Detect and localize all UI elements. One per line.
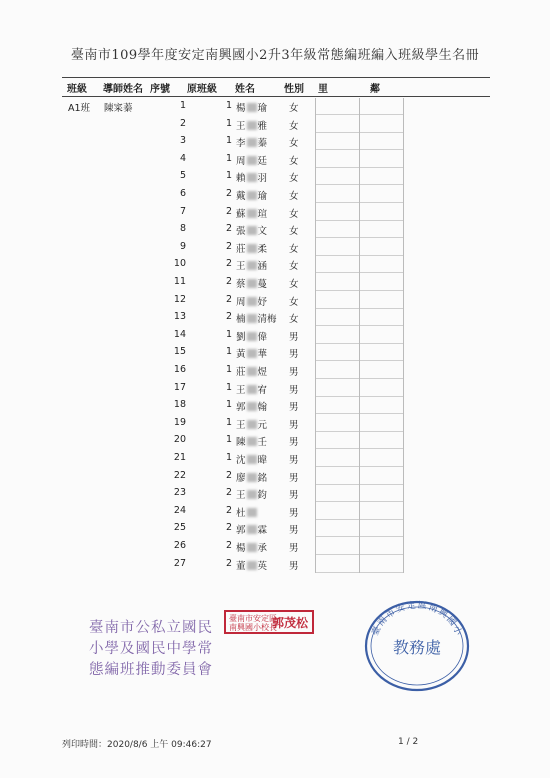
student-surname: 王 [236,261,246,273]
redaction-blur [247,156,257,165]
student-surname: 黃 [236,349,246,361]
document-title: 臺南市109學年度安定南興國小2升3年級常態編班編入班級學生名冊 [70,48,480,63]
student-orig-class: 1 [225,170,232,182]
student-surname: 陳 [236,437,246,449]
student-surname: 周 [236,296,246,308]
redaction-blur [247,261,257,270]
student-given-name: 元 [257,419,268,431]
redaction-blur [247,332,257,341]
student-surname: 周 [236,155,246,167]
redaction-blur [247,561,257,570]
student-gender: 女 [289,173,299,185]
redaction-blur [247,244,257,253]
principal-stamp-line: 臺南市安定區 [229,614,277,623]
header-li: 里 [318,84,328,95]
student-surname: 王 [236,384,246,396]
student-seq: 8 [179,223,186,235]
student-surname: 郭 [236,525,246,537]
student-given-name: 銘 [257,472,268,484]
student-gender: 女 [289,191,299,202]
student-name [236,417,267,431]
student-name [236,223,267,237]
student-gender: 女 [289,243,299,255]
student-orig-class: 2 [225,205,232,217]
redaction-blur [247,209,257,218]
student-surname: 董 [236,560,246,572]
student-name [236,241,267,255]
student-gender: 男 [289,331,299,343]
student-orig-class: 1 [225,416,232,428]
office-stamp-ring-text: 臺南市安定區南興國小 [370,600,464,639]
student-seq: 11 [173,276,186,287]
redaction-blur [247,121,257,130]
student-orig-class: 2 [225,240,232,252]
student-seq: 12 [173,293,186,305]
office-stamp-center-text: 教務處 [392,638,442,657]
student-name [236,487,267,501]
student-given-name: 蔓 [257,279,268,290]
svg-text:臺南市安定區南興國小 [369,599,466,638]
student-seq: 7 [179,205,186,217]
student-surname: 王 [236,490,246,502]
header-name: 姓名 [235,84,255,95]
student-name [236,206,267,220]
teacher-name: 陳寀蓁 [104,103,133,114]
header-top-rule [62,77,490,78]
student-name [236,329,267,343]
student-orig-class: 2 [225,293,232,305]
student-gender: 女 [289,103,299,114]
student-given-name: 羽 [257,173,268,185]
student-gender: 男 [289,543,299,554]
student-name [236,294,267,308]
student-name [236,540,267,554]
print-time [62,737,212,750]
student-given-name: 宥 [257,384,268,396]
redaction-blur [247,349,257,358]
redaction-blur [247,437,257,446]
redaction-blur [247,314,257,323]
student-gender: 女 [289,138,299,150]
student-given-name: 廷 [257,155,268,167]
student-given-name: 壬 [257,437,268,449]
redaction-blur [247,420,257,429]
student-seq: 2 [179,117,186,129]
student-name [236,558,267,572]
print-time-label: 列印時間： [62,740,108,750]
student-gender: 男 [289,437,299,449]
student-name [236,153,267,167]
student-seq: 20 [173,434,186,446]
redaction-blur [247,402,257,411]
student-name [236,346,267,360]
student-given-name: 英 [257,560,268,572]
student-orig-class: 1 [225,152,232,164]
redaction-blur [247,297,257,306]
principal-stamp [224,610,314,634]
committee-stamp-line: 小學及國民中學常 [89,641,213,657]
student-given-name: 瑜 [257,191,268,202]
student-surname: 楊 [236,543,246,554]
student-surname: 沈 [236,455,246,466]
student-given-name: 雅 [257,120,268,132]
student-surname: 賴 [236,173,246,185]
student-name [236,135,267,149]
student-surname: 王 [236,120,246,132]
student-given-name: 暐 [257,455,268,466]
student-gender: 男 [289,525,299,537]
student-surname: 劉 [236,331,246,343]
redaction-blur [247,508,257,517]
student-surname: 蔡 [236,279,246,290]
student-given-name: 霖 [257,525,268,537]
redaction-blur [247,473,257,482]
class-name: A1班 [68,103,91,114]
student-seq: 24 [173,504,186,516]
student-surname: 莊 [236,243,246,255]
redaction-blur [247,226,257,235]
student-seq: 18 [173,399,186,411]
student-gender: 女 [289,279,299,290]
page-number: 1 / 2 [398,737,419,747]
student-orig-class: 2 [225,540,232,551]
student-gender: 女 [289,226,299,238]
student-orig-class: 2 [225,258,232,270]
student-surname: 楊 [236,103,246,114]
student-given-name: 華 [257,349,268,361]
student-orig-class: 2 [225,276,232,287]
committee-stamp [82,618,220,688]
student-orig-class: 1 [225,100,232,111]
student-orig-class: 1 [225,346,232,358]
student-orig-class: 2 [225,469,232,481]
redaction-blur [247,525,257,534]
student-gender: 男 [289,507,299,519]
header-lin: 鄰 [370,84,380,95]
student-surname: 楠 [236,314,246,326]
header-teacher: 導師姓名 [103,84,143,95]
header-class: 班級 [67,84,87,95]
student-gender: 男 [289,560,299,572]
header-gender: 性別 [284,84,304,95]
student-orig-class: 1 [225,328,232,340]
student-name [236,311,277,325]
student-seq: 21 [173,452,186,463]
student-seq: 15 [173,346,186,358]
redaction-blur [247,173,257,182]
student-gender: 女 [289,314,299,326]
student-given-name: 文 [257,226,268,238]
student-surname: 杜 [236,507,246,519]
redaction-blur [247,367,257,376]
redaction-blur [247,103,257,112]
student-name [236,399,267,413]
student-name [236,258,267,272]
student-given-name: 柔 [257,243,268,255]
student-seq: 23 [173,487,186,499]
student-gender: 女 [289,208,299,220]
student-gender: 男 [289,419,299,431]
student-name [236,522,267,536]
student-orig-class: 1 [225,117,232,129]
redaction-blur [247,490,257,499]
student-seq: 9 [179,240,186,252]
committee-stamp-line: 態編班推動委員會 [89,662,213,678]
student-seq: 25 [173,522,186,534]
student-name [236,188,267,202]
student-gender: 男 [289,490,299,502]
student-given-name: 偉 [257,331,268,343]
student-name [236,452,267,466]
student-given-name: 涵 [257,261,268,273]
student-seq: 4 [179,152,186,164]
student-name [236,382,267,396]
student-surname: 郭 [236,402,246,414]
principal-stamp-name: 郭茂松 [271,616,308,630]
student-seq: 16 [173,364,186,375]
student-gender: 女 [289,296,299,308]
principal-stamp-line: 南興國小校長 [229,623,277,632]
student-seq: 14 [173,328,186,340]
redaction-blur [247,279,257,288]
header-bottom-rule [62,96,490,97]
header-seq: 序號 [150,84,170,95]
student-orig-class: 2 [225,504,232,516]
redaction-blur [247,455,257,464]
student-orig-class: 1 [225,381,232,393]
student-surname: 李 [236,138,246,150]
student-orig-class: 2 [225,311,232,323]
student-given-name: 清梅 [257,314,277,326]
header-orig-class: 原班級 [187,84,217,95]
student-seq: 3 [179,135,186,147]
student-name [236,505,258,519]
student-gender: 男 [289,349,299,361]
student-gender: 男 [289,367,299,378]
student-orig-class: 1 [225,452,232,463]
grid-column-line [359,98,360,573]
student-surname: 莊 [236,367,246,378]
committee-stamp-line: 臺南市公私立國民 [89,620,213,636]
student-given-name: 煜 [257,367,268,378]
student-gender: 女 [289,261,299,273]
student-name [236,276,267,290]
student-name [236,170,267,184]
redaction-blur [247,191,257,200]
student-gender: 男 [289,402,299,414]
student-orig-class: 1 [225,135,232,147]
redaction-blur [247,138,257,147]
redaction-blur [247,385,257,394]
student-seq: 13 [173,311,186,323]
student-orig-class: 2 [225,188,232,199]
student-given-name: 瑄 [257,208,268,220]
print-time-value: 2020/8/6 上午 09:46:27 [107,740,212,750]
student-surname: 戴 [236,191,246,202]
student-seq: 1 [179,100,186,111]
student-seq: 6 [179,188,186,199]
redaction-blur [247,543,257,552]
academic-office-stamp [362,598,472,694]
student-surname: 張 [236,226,246,238]
student-orig-class: 1 [225,364,232,375]
student-gender: 男 [289,472,299,484]
student-seq: 26 [173,540,186,551]
student-name [236,100,267,114]
student-given-name: 蓁 [257,138,268,150]
student-surname: 廖 [236,472,246,484]
student-given-name: 瑜 [257,103,268,114]
student-given-name: 承 [257,543,268,554]
grid-column-line [315,98,316,573]
student-given-name: 翰 [257,402,268,414]
student-orig-class: 2 [225,557,232,569]
student-given-name: 鈞 [257,490,268,502]
student-gender: 男 [289,384,299,396]
student-gender: 女 [289,120,299,132]
student-seq: 27 [173,557,186,569]
grid-column-line [403,98,404,573]
student-name [236,118,267,132]
student-given-name: 妤 [257,296,268,308]
student-seq: 10 [173,258,186,270]
student-surname: 蘇 [236,208,246,220]
student-seq: 19 [173,416,186,428]
student-orig-class: 2 [225,522,232,534]
student-orig-class: 1 [225,399,232,411]
student-name [236,364,267,378]
student-orig-class: 2 [225,223,232,235]
student-seq: 5 [179,170,186,182]
student-seq: 22 [173,469,186,481]
student-surname: 王 [236,419,246,431]
student-orig-class: 2 [225,487,232,499]
student-gender: 男 [289,455,299,466]
student-seq: 17 [173,381,186,393]
student-name [236,434,267,448]
student-gender: 女 [289,155,299,167]
student-name [236,470,267,484]
student-orig-class: 1 [225,434,232,446]
